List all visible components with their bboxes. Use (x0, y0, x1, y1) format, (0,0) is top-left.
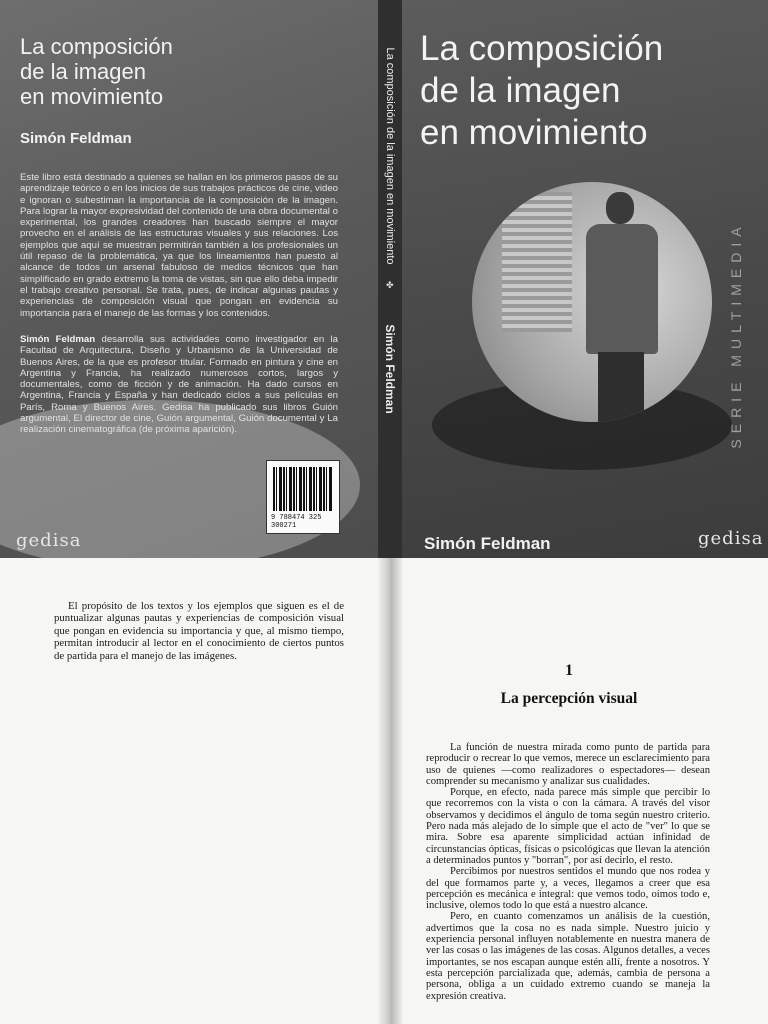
front-cover-author: Simón Feldman (424, 534, 551, 553)
spine-logo-icon: ✤ (386, 280, 394, 290)
front-cover-title (420, 28, 740, 154)
front-cover (402, 0, 768, 558)
intro-paragraph: El propósito de los textos y los ejemplos que siguen es el de puntualizar algunas pautas y experiencias de composición visual que pongan en evidencia su importancia y que, al mismo tiempo, permitan introducir al lector en el conocimiento de ciertos puntos de partida para el manejo de las imágenes. (54, 600, 344, 662)
front-title-line: La composición (420, 29, 664, 68)
figure-head (606, 192, 634, 224)
figure-body (586, 224, 658, 354)
chapter-title: La percepción visual (500, 690, 638, 707)
series-label: SERIE MULTIMEDIA (728, 221, 744, 449)
back-cover-author: Simón Feldman (20, 130, 132, 147)
chapter-number: 1 (565, 662, 573, 679)
barcode-number: 300271 (271, 522, 297, 530)
back-cover-blurb: Este libro está destinado a quienes se hallan en los primeros pasos de su aprendizaje teórico o en los inicios de sus trabajos prácticos de cine, video e ignoran o subestiman la importancia de la composición de la imagen. Para lograr la mayor expresividad del contenido de una obra documental o experimental, los grandes creadores han buscado siempre el mayor provecho en el análisis de las estructuras visuales y sus relaciones. Los ejemplos que aquí se muestran permitirán también a los profesionales un útil repaso de la problemática, ya que los lineamientos han puesto al alcance de todos un arsenal fabuloso de medios técnicos que han simplificado en grado extremo la toma de vistas, sin que ello deba impedir el trabajo creativo personal. Se trata, pues, de indicar algunas pautas y experiencias de composición visual que pongan en evidencia su importancia para el manejo de las formas y los contenidos. (20, 172, 338, 319)
chapter-body (426, 742, 710, 1002)
book-spine (378, 0, 402, 558)
author-bio-name: Simón Feldman (20, 334, 96, 345)
spine-title: La composición de la imagen en movimiento (384, 47, 396, 265)
back-title-line: La composición (20, 34, 173, 59)
front-title-line: en movimiento (420, 113, 648, 152)
left-inner-page (0, 558, 378, 1024)
author-bio-text: desarrolla sus actividades como investigador en la Facultad de Arquitectura, Diseño y Urbanismo de la Universidad de Buenos Aires, de la que es profesor titular. Formado en pintura y cine en Argentina y Francia, ha realizado numerosos cortos, largos y documentales, como de ficción y de animación. Ha dado cursos en Argentina, Francia y España y han dedicado ciclos a sus películas en París, Roma y Buenos Aires. Gedisa ha publicado sus libros Guión argumental, El director de cine, Guión argumental, Guión documental y La realización cinematográfica (de próxima aparición). (20, 334, 338, 436)
page-gutter (378, 558, 402, 1024)
standing-man-figure (582, 192, 662, 422)
back-publisher-logo: gedisa (16, 530, 82, 551)
barcode-bars-icon (273, 467, 333, 511)
spine-author: Simón Feldman (383, 324, 397, 414)
window-shutters-shape (502, 192, 572, 332)
cover-photo (472, 182, 712, 422)
barcode-digits (271, 514, 339, 530)
back-title-line: en movimiento (20, 84, 164, 109)
body-paragraph: La función de nuestra mirada como punto de partida para reproducir o recrear lo que vemos, merece un esclarecimiento para uso de quienes —como realizadores o espectadores— desean comprender su mecanismo y analizar sus cualidades. (426, 742, 710, 787)
back-title-line: de la imagen (20, 59, 146, 84)
author-bio (20, 334, 338, 436)
figure-legs (598, 352, 644, 422)
front-publisher-logo: gedisa (698, 528, 764, 549)
body-paragraph: Percibimos por nuestros sentidos el mundo que nos rodea y del que formamos parte y, a veces, llegamos a creer que esa percepción es mecánica e integral: que vemos todo, oímos todo e, inclusive, olemos todo lo que está a nuestro alcance. (426, 866, 710, 912)
back-cover (0, 0, 378, 558)
barcode-isbn: 9 788474 325 (271, 514, 322, 522)
right-inner-page (402, 558, 768, 1024)
body-paragraph: Porque, en efecto, nada parece más simple que percibir lo que recorremos con la vista o con la cámara. A través del visor observamos y decidimos el ángulo de toma según nuestro criterio. Pero nada más alejado de lo simple que el acto de "ver" lo que se mira. Sobre esa aparente simplicidad actúan infinidad de circunstancias ópticas, físicas o psicológicas que llevan la atención a determinados puntos y "borran", por así decirlo, el resto. (426, 787, 710, 866)
body-paragraph: Pero, en cuanto comenzamos un análisis de la cuestión, advertimos que la cosa no es nada simple. Nuestro juicio y experiencia personal influyen notablemente en nuestra manera de ver las cosas o las imágenes de las cosas. Algunos detalles, a veces importantes, se nos escapan aunque estén allí, frente a nosotros. Y esta percepción parcializada que, además, cambia de persona a persona, obliga a un cuidado extremo cuando se maneja la expresión creativa. (426, 911, 710, 1002)
back-cover-title (20, 34, 360, 109)
barcode (266, 460, 340, 534)
front-title-line: de la imagen (420, 71, 621, 110)
